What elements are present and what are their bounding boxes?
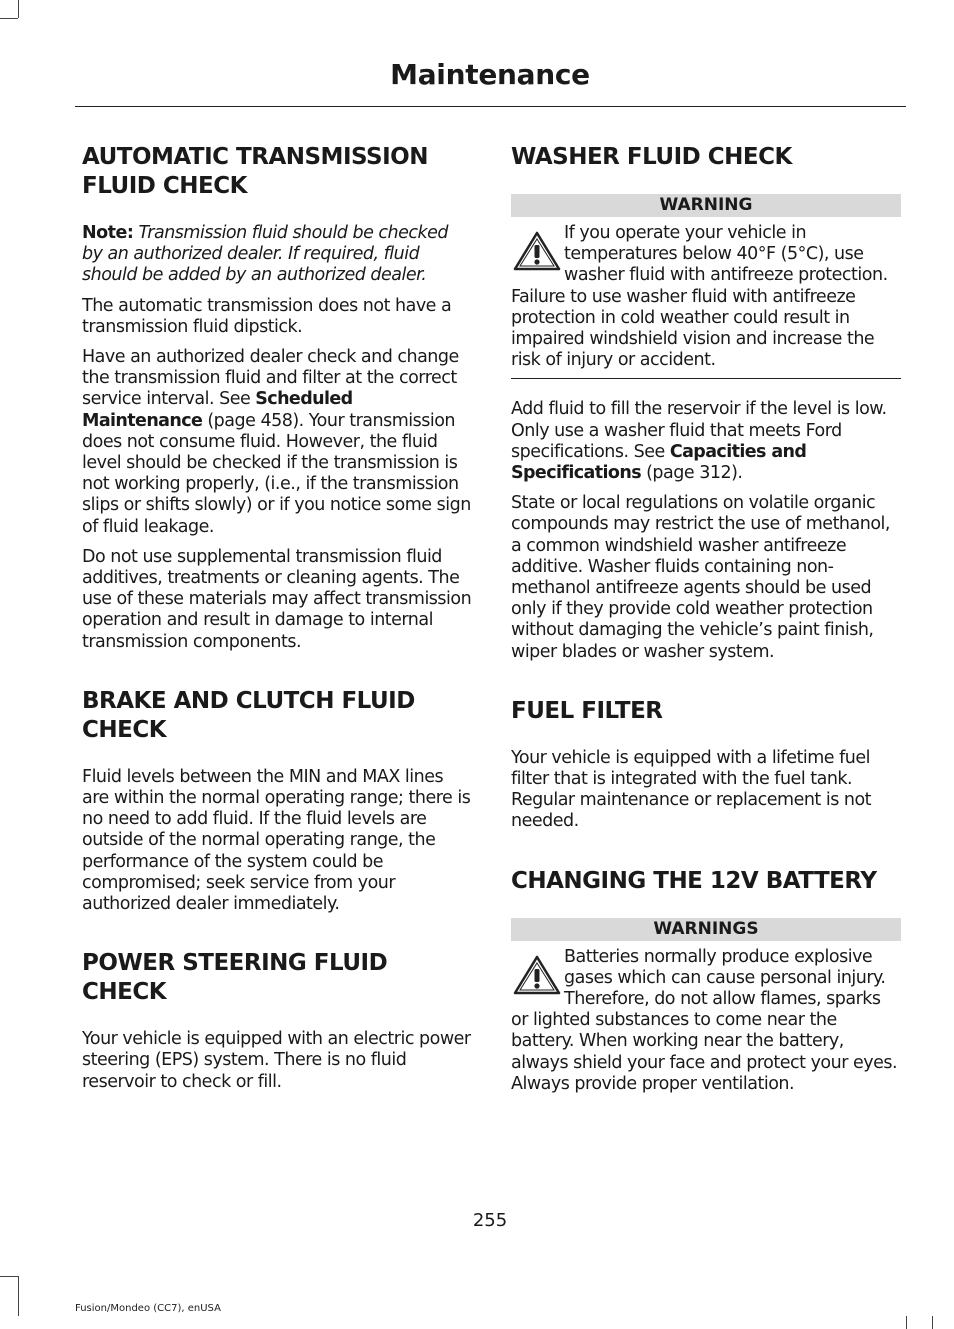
header-divider xyxy=(75,106,906,107)
atf-section xyxy=(82,143,472,653)
warning-box xyxy=(511,947,901,1102)
cross-reference-link[interactable]: Capacities and Specifications xyxy=(511,441,807,484)
section-heading: BRAKE AND CLUTCH FLUID CHECK xyxy=(82,687,415,743)
paragraph: Your vehicle is equipped with a lifetime fuel filter that is integrated with the fuel tank. Regular maintenance or replacement is not needed. xyxy=(511,747,872,832)
crop-mark xyxy=(0,1276,18,1277)
paragraph-text: Have an authorized dealer check and change the transmission fluid and filter at the correct service interval. See xyxy=(82,347,459,410)
paragraph xyxy=(511,399,901,484)
steering-section xyxy=(82,949,472,1093)
warning-text: Batteries normally produce explosive gases which can cause personal injury. Therefore, do not allow flames, sparks or lighted substances to come near the battery. When working near the battery, always shield your face and protect your eyes. Always provide proper ventilation. xyxy=(511,946,898,1094)
paragraph-text: Add fluid to fill the reservoir if the level is low. Only use a washer fluid that meets Ford specifications. See xyxy=(511,399,887,462)
right-column xyxy=(511,143,901,1122)
warning-label: WARNING xyxy=(511,194,901,217)
document-id: Fusion/Mondeo (CC7), enUSA xyxy=(75,1303,221,1314)
paragraph: Do not use supplemental transmission fluid additives, treatments or cleaning agents. The use of these materials may affect transmission operation and result in damage to internal transmission components. xyxy=(82,546,472,652)
section-heading: FUEL FILTER xyxy=(511,697,663,724)
warning-triangle-icon xyxy=(511,229,563,273)
note-paragraph xyxy=(82,223,472,287)
warning-text: If you operate your vehicle in temperatures below 40°F (5°C), use washer fluid with antifreeze protection. Failure to use washer fluid with antifreeze protection in cold weather could result in impaired windshield vision and increase the risk of injury or accident. xyxy=(511,223,888,371)
paragraph-text: (page 312). xyxy=(641,463,743,484)
left-column xyxy=(82,143,472,1102)
fuel-section xyxy=(511,697,901,833)
paragraph: Fluid levels between the MIN and MAX lines are within the normal operating range; there is no need to add fluid. If the fluid levels are outside of the normal operating range, the performance of the system could be compromised; seek service from your authorized dealer immediately. xyxy=(82,766,471,915)
section-heading: POWER STEERING FLUID CHECK xyxy=(82,950,388,1006)
paragraph-text: (page 458). Your transmission does not consume fluid. However, the fluid level should be checked if the transmission is not working properly, (i.e., if the transmission slips or shifts slowly) or if you notice some sign of fluid leakage. xyxy=(82,410,471,537)
brake-section xyxy=(82,687,472,915)
note-label: Note: xyxy=(82,223,134,243)
paragraph xyxy=(82,347,472,538)
battery-section xyxy=(511,867,901,1102)
section-heading: CHANGING THE 12V BATTERY xyxy=(511,867,877,894)
crop-mark xyxy=(0,18,18,19)
note-text: Transmission fluid should be checked by an authorized dealer. If required, fluid should be added by an authorized dealer. xyxy=(82,223,449,286)
warning-label: WARNINGS xyxy=(511,918,901,941)
page-title: Maintenance xyxy=(390,58,590,91)
crop-mark xyxy=(18,0,19,18)
paragraph: The automatic transmission does not have a transmission fluid dipstick. xyxy=(82,295,452,337)
paragraph: Your vehicle is equipped with an electric power steering (EPS) system. There is no fluid reservoir to check or fill. xyxy=(82,1029,471,1092)
crop-mark xyxy=(18,1276,19,1316)
page-number: 255 xyxy=(472,1210,508,1231)
cross-reference-link[interactable]: Scheduled Maintenance xyxy=(82,389,353,431)
section-heading: AUTOMATIC TRANSMISSION FLUID CHECK xyxy=(82,144,428,199)
washer-section xyxy=(511,143,901,663)
warning-box xyxy=(511,223,901,379)
warning-triangle-icon xyxy=(511,953,563,997)
crop-mark xyxy=(932,1316,933,1329)
section-heading: WASHER FLUID CHECK xyxy=(511,144,792,170)
paragraph: State or local regulations on volatile organic compounds may restrict the use of methanol, a common windshield washer antifreeze additive. Washer fluids containing non-methanol antifreeze agents should be used only if they provide cold weather protection without damaging the vehicle’s paint finish, wiper blades or washer system. xyxy=(511,493,890,662)
crop-mark xyxy=(906,1316,907,1329)
